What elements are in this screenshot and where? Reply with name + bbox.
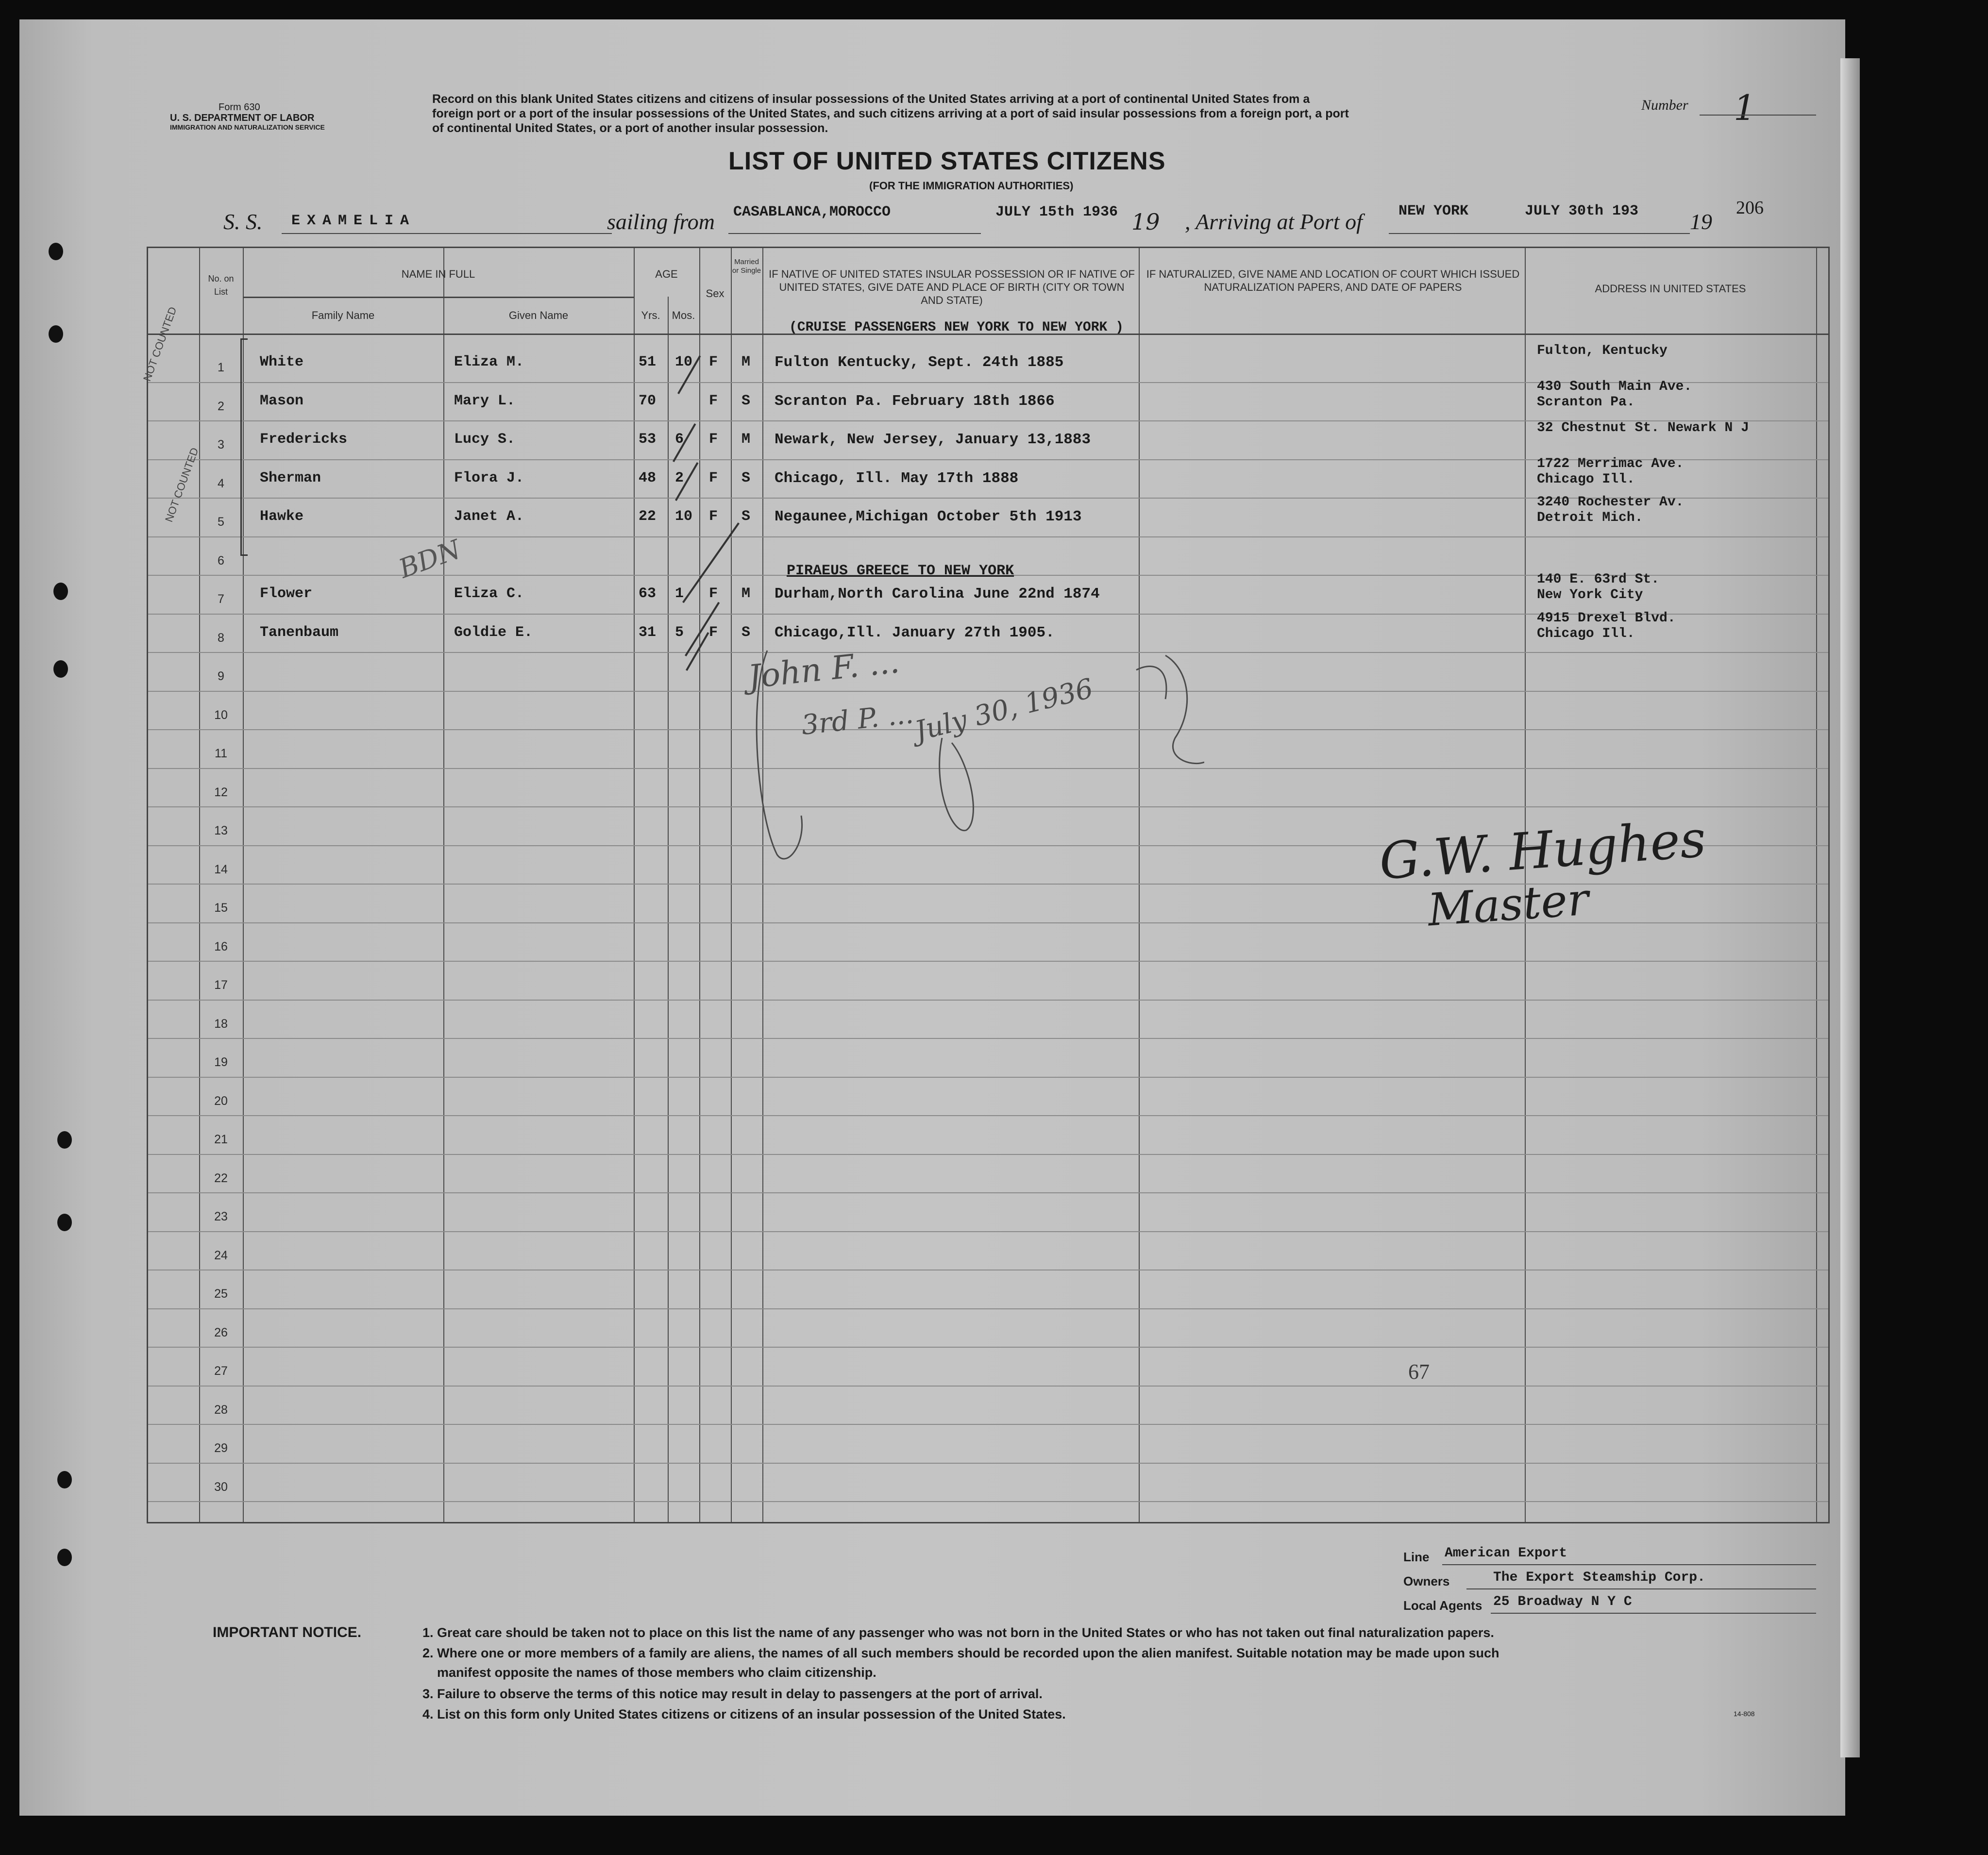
marital-status: M [741,585,751,602]
age-months: 10 [675,508,693,525]
address-line: 140 E. 63rd St. [1537,572,1660,587]
notice-title: IMPORTANT NOTICE. [213,1624,362,1640]
not-counted-stamp-1: NOT COUNTED [141,305,179,383]
given-name: Janet A. [454,508,524,525]
address-line: 32 Chestnut St. Newark N J [1537,420,1749,435]
marital-status: M [741,431,751,448]
row-rule [148,1192,1828,1193]
piraeus-note: PIRAEUS GREECE TO NEW YORK [787,563,1014,579]
handwritten-initials: BDN [395,534,465,585]
ss-label: S. S. [223,209,263,234]
line-label: Line [1403,1550,1430,1564]
row-number: 25 [214,1287,228,1301]
form-code: 14-808 [1734,1710,1755,1718]
agents-label: Local Agents [1403,1598,1483,1613]
number-value: 1 [1734,87,1756,128]
sailing-label: sailing from [607,209,715,234]
instructions-line-2: foreign port or a port of the insular possessions of the United States, and such citizens arriving at a port of said insular possessions from a foreign port, a port [432,107,1349,120]
not-counted-stamp-2: NOT COUNTED [163,446,201,524]
sailing-underline [728,233,981,234]
row-number: 22 [214,1171,228,1185]
ship-underline [282,233,612,234]
inspector-flourish [738,641,1204,874]
header-address: ADDRESS IN UNITED STATES [1595,283,1746,295]
arrival-underline [1389,233,1690,234]
row-number: 19 [214,1055,228,1069]
row-number: 6 [218,553,224,568]
punch-hole [53,583,68,600]
line-value: American Export [1445,1546,1567,1561]
row-number: 4 [218,476,224,490]
address-line: New York City [1537,587,1643,602]
age-years: 31 [639,624,657,641]
notice-1: 1. Great care should be taken not to place on this list the name of any passenger who was not born in the United States or who has not taken out final naturalization papers. [422,1625,1494,1640]
sailing-year-prefix: 19 [1131,209,1160,235]
age-months: 1 [675,585,684,602]
punch-hole [53,660,68,678]
row-number: 27 [214,1364,228,1378]
row-number: 21 [214,1133,228,1146]
owners-value: The Export Steamship Corp. [1493,1570,1705,1585]
age-months: 5 [675,624,684,641]
sex: F [709,585,718,602]
given-name: Flora J. [454,469,524,486]
address-line: 4915 Drexel Blvd. [1537,610,1676,626]
master-signature: G.W. Hughes [1377,809,1708,891]
row-rule [148,1115,1828,1116]
row-number: 23 [214,1210,228,1223]
row-number: 18 [214,1017,228,1031]
row-rule [148,1154,1828,1155]
marital-status: S [741,469,751,486]
row-rule [148,961,1828,962]
given-name: Eliza C. [454,585,524,602]
header-age: AGE [655,268,678,280]
sex: F [709,508,718,525]
age-years: 63 [639,585,657,602]
birth-place-date: Scranton Pa. February 18th 1866 [775,392,1055,410]
given-name: Eliza M. [454,354,524,370]
address-line: 3240 Rochester Av. [1537,495,1684,510]
age-years: 53 [639,431,657,448]
notice-4: 4. List on this form only United States citizens or citizens of an insular possession of the United States. [422,1707,1066,1721]
birth-place-date: Chicago, Ill. May 17th 1888 [775,469,1019,487]
family-name: Tanenbaum [260,624,339,641]
sex: F [709,392,718,409]
age-months: 6 [675,431,684,448]
punch-hole [49,243,63,260]
address-line: 1722 Merrimac Ave. [1537,456,1684,471]
arrival-year-suffix: 206 [1736,198,1764,218]
row-number: 3 [218,438,224,451]
notice-2-cont: manifest opposite the names of those members who claim citizenship. [437,1665,876,1680]
number-label: Number [1641,97,1688,113]
agents-value: 25 Broadway N Y C [1493,1594,1632,1609]
birth-place-date: Fulton Kentucky, Sept. 24th 1885 [775,354,1064,371]
row-number: 17 [214,978,228,992]
family-name: Hawke [260,508,304,525]
age-months: 10 [675,354,693,370]
sex: F [709,469,718,486]
address-line: Fulton, Kentucky [1537,343,1668,358]
family-name: Flower [260,585,313,602]
header-mos: Mos. [672,309,695,321]
row-number: 13 [214,824,228,837]
instructions-line-1: Record on this blank United States citizens and citizens of insular possessions of the United States arriving at a port of continental United States from a [432,92,1310,106]
number-underline [1700,115,1816,116]
row-number: 11 [215,747,227,760]
row-number: 1 [218,361,224,374]
marital-status: S [741,624,751,641]
punch-hole [49,325,63,343]
row-rule [148,1038,1828,1039]
row-number: 14 [214,862,228,876]
notice-3: 3. Failure to observe the terms of this notice may result in delay to passengers at the port of arrival. [422,1687,1043,1701]
family-name: White [260,354,304,370]
row-rule [148,536,1828,537]
sailing-date: JULY 15th 1936 [995,204,1118,220]
address-line: 430 South Main Ave. [1537,379,1692,394]
row-rule [148,1501,1828,1502]
marital-status: M [741,354,751,370]
page-number: 67 [1408,1360,1430,1384]
header-name-in-full: NAME IN FULL [401,268,475,280]
row-number: 10 [214,708,228,722]
sheet-edge [1840,58,1860,1757]
header-sex: Sex [706,287,724,300]
row-number: 2 [218,399,224,413]
age-years: 51 [639,354,657,370]
owners-label: Owners [1403,1574,1450,1588]
row-number: 16 [214,939,228,953]
notice-2: 2. Where one or more members of a family are aliens, the names of all such members should be recorded upon the alien manifest. Suitable notation may be made upon such [422,1646,1499,1660]
row-number: 24 [214,1248,228,1262]
age-years: 48 [639,469,657,486]
given-name: Mary L. [454,392,516,409]
punch-hole [57,1214,72,1231]
given-name: Goldie E. [454,624,533,641]
page-subtitle: (FOR THE IMMIGRATION AUTHORITIES) [869,180,1074,192]
department: U. S. DEPARTMENT OF LABOR [170,113,315,123]
service: IMMIGRATION AND NATURALIZATION SERVICE [170,123,325,131]
family-name: Mason [260,392,304,409]
age-months: 2 [675,469,684,486]
row-number: 12 [214,785,228,799]
header-no-on-list: No. on List [208,274,234,297]
row-number: 8 [218,631,224,645]
punch-hole [57,1471,72,1488]
cruise-note: (CRUISE PASSENGERS NEW YORK TO NEW YORK ) [789,320,1124,335]
inspector-date: July 30, 1936 [911,672,1096,748]
arrival-year-prefix: 19 [1690,209,1712,234]
header-birth: IF NATIVE OF UNITED STATES INSULAR POSSESSION OR IF NATIVE OF UNITED STATES, GIVE DATE AND PLACE OF BIRTH (CITY OR TOWN AND STATE) [769,268,1135,306]
sex: F [709,354,718,370]
address-line: Detroit Mich. [1537,510,1643,525]
ship-name: EXAMELIA [291,213,416,229]
owners-underline [1466,1588,1816,1589]
row-rule [148,1000,1828,1001]
row-rule [148,1463,1828,1464]
birth-place-date: Negaunee,Michigan October 5th 1913 [775,508,1082,525]
sailing-from: CASABLANCA,MOROCCO [733,204,891,220]
given-name: Lucy S. [454,431,516,448]
row-rule [148,1386,1828,1387]
sex: F [709,431,718,448]
row-rule [148,1308,1828,1309]
row-rule [148,1231,1828,1232]
marital-status: S [741,392,751,409]
row-rule [148,1424,1828,1425]
row-number: 26 [214,1325,228,1339]
row-number: 5 [218,515,224,529]
manifest-sheet [19,19,1845,1816]
master-title: Master [1426,873,1590,936]
header-naturalized: IF NATURALIZED, GIVE NAME AND LOCATION OF COURT WHICH ISSUED NATURALIZATION PAPERS, AND DATE OF PAPERS [1146,268,1520,293]
address-line: Scranton Pa. [1537,394,1635,410]
row-number: 15 [214,901,228,915]
header-family-name: Family Name [311,309,375,321]
birth-place-date: Chicago,Ill. January 27th 1905. [775,624,1055,641]
row-number: 9 [218,669,224,683]
birth-place-date: Newark, New Jersey, January 13,1883 [775,431,1091,448]
family-name: Fredericks [260,431,348,448]
row-number: 20 [214,1094,228,1108]
family-name: Sherman [260,469,321,486]
punch-hole [57,1549,72,1566]
row-rule [148,1077,1828,1078]
inspector-signature: John F. ... [746,642,901,696]
agents-underline [1491,1613,1816,1614]
marital-status: S [741,508,751,525]
birth-place-date: Durham,North Carolina June 22nd 1874 [775,585,1100,602]
line-underline [1442,1564,1816,1565]
header-married-single: Married or Single [732,258,761,275]
row-number: 30 [214,1480,228,1494]
header-given-name: Given Name [508,309,569,321]
header-yrs: Yrs. [641,309,660,321]
arrival-date: JULY 30th 193 [1525,203,1639,219]
address-line: Chicago Ill. [1537,626,1635,641]
row-rule [148,1347,1828,1348]
row-number: 7 [218,592,224,606]
punch-hole [57,1131,72,1149]
form-number: Form 630 [219,102,260,113]
instructions-line-3: of continental United States, or a port of another insular possession. [432,121,828,135]
row-bracket [240,338,248,556]
row-number: 28 [214,1403,228,1417]
arrival-port: NEW YORK [1398,203,1469,219]
age-years: 70 [639,392,657,409]
address-line: Chicago Ill. [1537,471,1635,487]
arriving-label: , Arriving at Port of [1185,209,1363,234]
row-number: 29 [214,1441,228,1455]
sex: F [709,624,718,641]
page-title: LIST OF UNITED STATES CITIZENS [728,147,1166,175]
inspector-title: 3rd P. ... [800,698,915,741]
age-years: 22 [639,508,657,525]
